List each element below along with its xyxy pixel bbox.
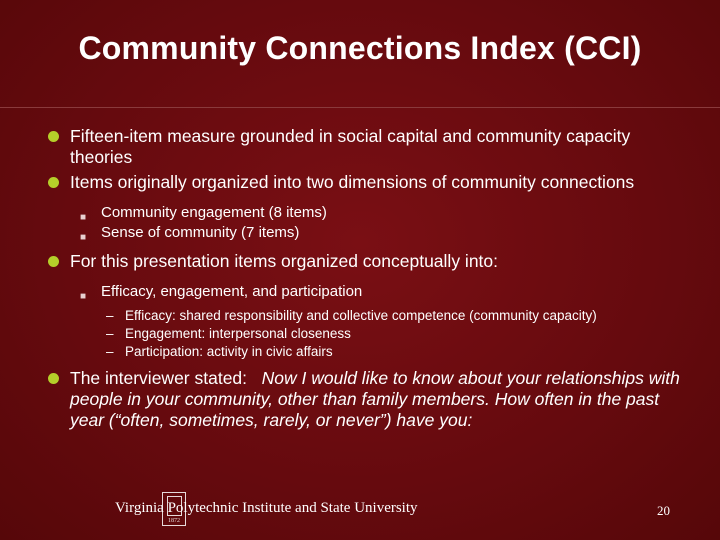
dash-bullet-icon: – [106,326,114,341]
dash-bullet-icon: – [106,344,114,359]
slide-title: Community Connections Index (CCI) [78,30,642,66]
university-seal-logo [162,492,186,526]
bullet-item [48,172,688,193]
bullet-item [48,368,688,431]
round-bullet-icon [48,373,59,384]
third-level-item [106,344,688,360]
square-bullet-icon: ■ [80,291,87,302]
round-bullet-icon [48,177,59,188]
third-level-text: Participation: activity in civic affairs [125,344,333,359]
third-level-text: Efficacy: shared responsibility and collective competence (community capacity) [125,308,597,323]
dash-bullet-icon: – [106,308,114,323]
sub-bullet-item [80,223,688,243]
sub-bullet-text: Sense of community (7 items) [101,224,300,241]
sub-bullet-item [80,203,688,223]
third-level-text: Engagement: interpersonal closeness [125,326,351,341]
title-divider [0,107,720,108]
third-level-item [106,308,688,324]
page-number: 20 [657,503,670,518]
bullet-text: For this presentation items organized conceptually into: [70,251,499,271]
bullet-text: Fifteen-item measure grounded in social capital and community capacity theories [70,126,631,167]
square-bullet-icon: ■ [80,212,87,223]
sub-bullet-text: Community engagement (8 items) [101,204,327,221]
bullet-text: Items originally organized into two dimensions of community connections [70,172,635,192]
third-level-item [106,326,688,342]
bullet-item [48,126,688,168]
slide-body [48,126,688,435]
round-bullet-icon [48,131,59,142]
interviewer-quote: Now I would like to know about your relationships with people in your community, other than family members. How often in the past year (“often, sometimes, rarely, or never”) have you: [70,368,680,430]
square-bullet-icon: ■ [80,232,87,243]
bullet-item [48,251,688,272]
seal-year: 1872 [168,518,180,524]
bullet-text: The interviewer stated: [70,368,248,388]
footer-institution: Virginia Polytechnic Institute and State University [115,500,418,516]
sub-bullet-text: Efficacy, engagement, and participation [101,283,363,300]
round-bullet-icon [48,256,59,267]
sub-bullet-item [80,282,688,302]
